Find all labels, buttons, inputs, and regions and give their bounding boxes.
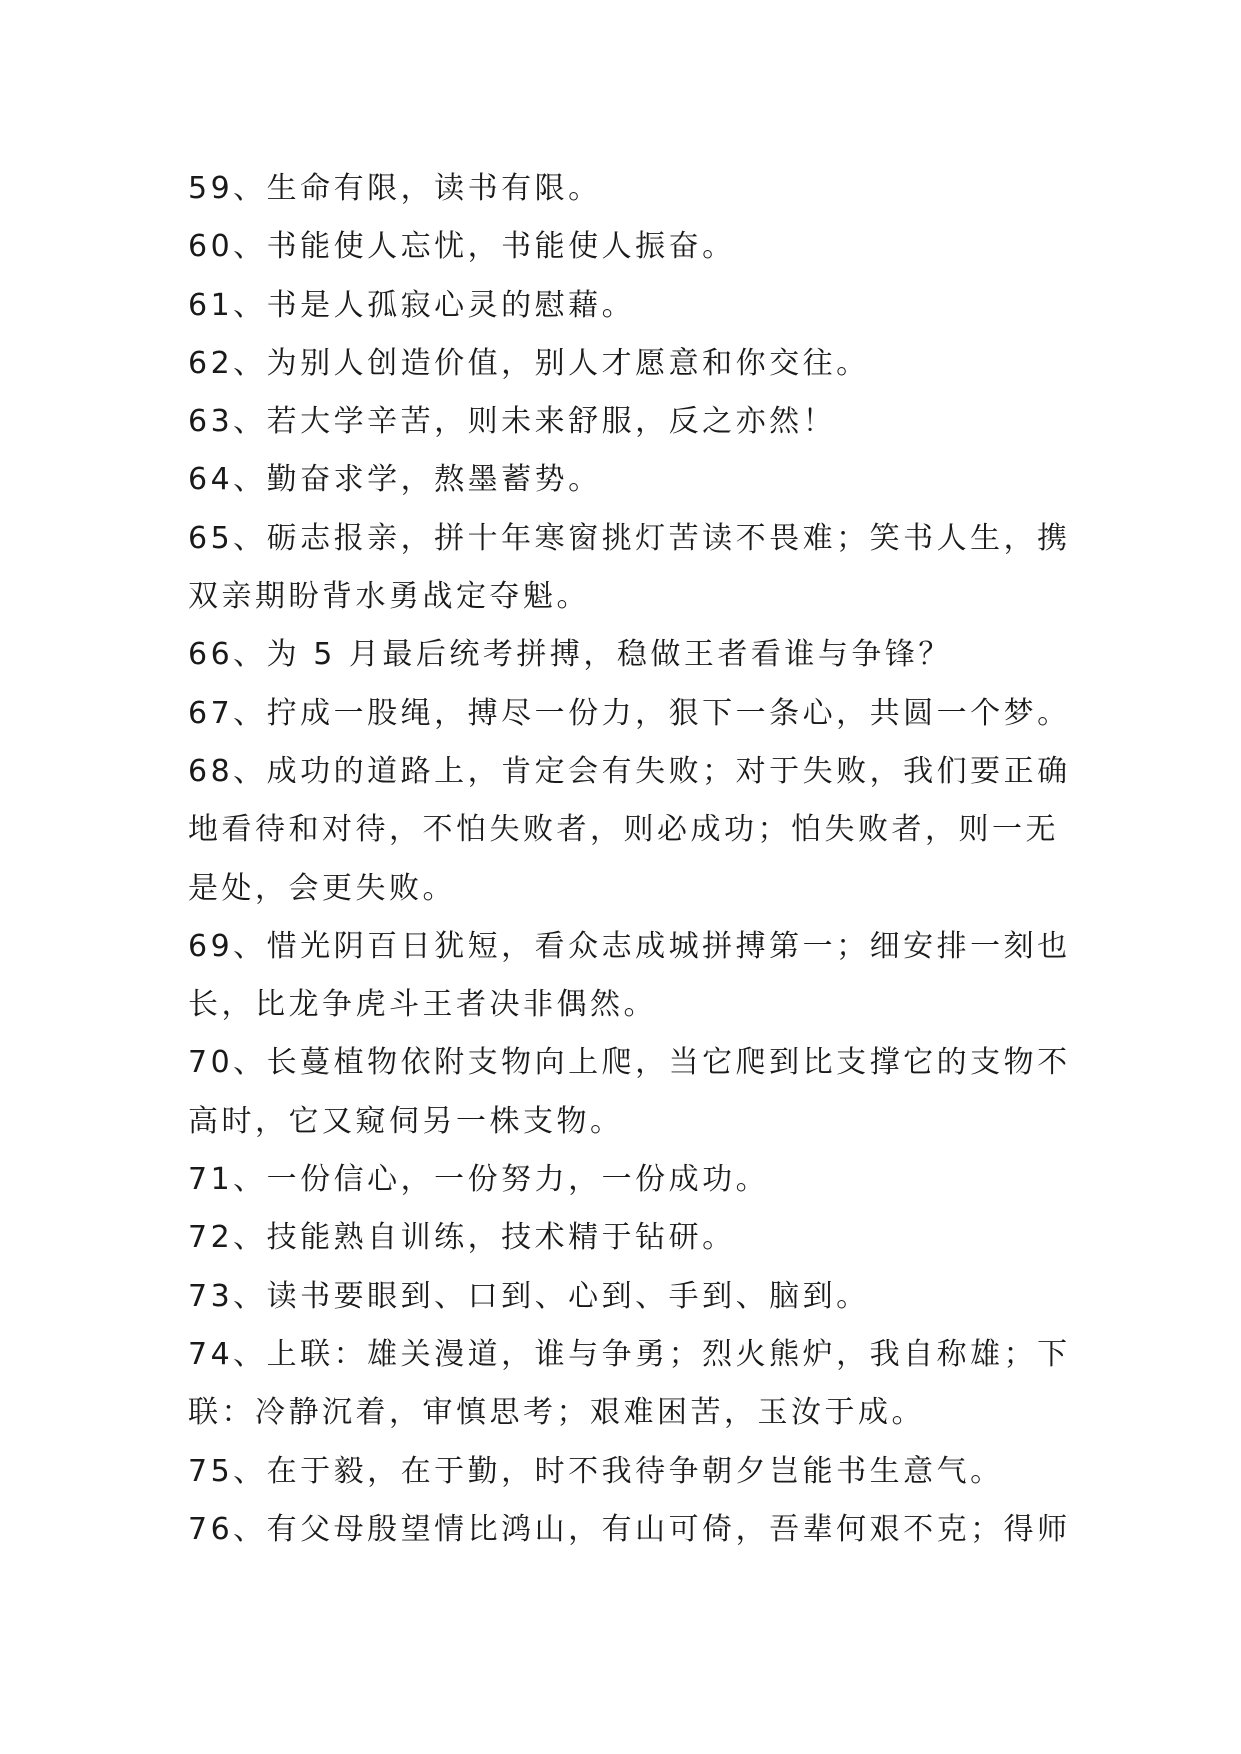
document-body [188, 160, 1071, 1559]
text-line: 是处，会更失败。 [188, 870, 456, 906]
text-line: 69、惜光阴百日犹短，看众志成城拼搏第一；细安排一刻也 [188, 928, 1071, 964]
text-line: 地看待和对待，不怕失败者，则必成功；怕失败者，则一无 [188, 812, 1059, 848]
text-line: 60、书能使人忘忧，书能使人振奋。 [188, 229, 736, 265]
text-line: 联：冷静沉着，审慎思考；艰难困苦，玉汝于成。 [188, 1395, 925, 1431]
text-line: 66、为 5 月最后统考拼搏，稳做王者看谁与争锋？ [188, 637, 952, 673]
text-line: 73、读书要眼到、口到、心到、手到、脑到。 [188, 1278, 870, 1314]
text-line: 63、若大学辛苦，则未来舒服，反之亦然！ [188, 404, 837, 440]
text-line: 68、成功的道路上，肯定会有失败；对于失败，我们要正确 [188, 753, 1071, 789]
text-line: 65、砺志报亲，拼十年寒窗挑灯苦读不畏难；笑书人生，携 [188, 520, 1071, 556]
text-line: 72、技能熟自训练，技术精于钻研。 [188, 1220, 736, 1256]
text-line: 双亲期盼背水勇战定夺魁。 [188, 579, 590, 615]
text-line: 59、生命有限，读书有限。 [188, 171, 602, 206]
text-line: 74、上联：雄关漫道，谁与争勇；烈火熊炉，我自称雄；下 [188, 1336, 1071, 1372]
text-line: 67、拧成一股绳，搏尽一份力，狠下一条心，共圆一个梦。 [188, 695, 1071, 731]
text-line: 70、长蔓植物依附支物向上爬，当它爬到比支撑它的支物不 [188, 1045, 1071, 1081]
text-line: 76、有父母殷望情比鸿山，有山可倚，吾辈何艰不克；得师 [188, 1511, 1071, 1547]
text-line: 62、为别人创造价值，别人才愿意和你交往。 [188, 345, 870, 381]
text-line: 61、书是人孤寂心灵的慰藉。 [188, 287, 636, 323]
text-line: 71、一份信心，一份努力，一份成功。 [188, 1162, 770, 1198]
text-line: 64、勤奋求学，熬墨蓄势。 [188, 462, 602, 498]
text-line: 高时，它又窥伺另一株支物。 [188, 1103, 624, 1139]
text-line: 长，比龙争虎斗王者决非偶然。 [188, 987, 657, 1023]
text-line: 75、在于毅，在于勤，时不我待争朝夕岂能书生意气。 [188, 1453, 1004, 1489]
